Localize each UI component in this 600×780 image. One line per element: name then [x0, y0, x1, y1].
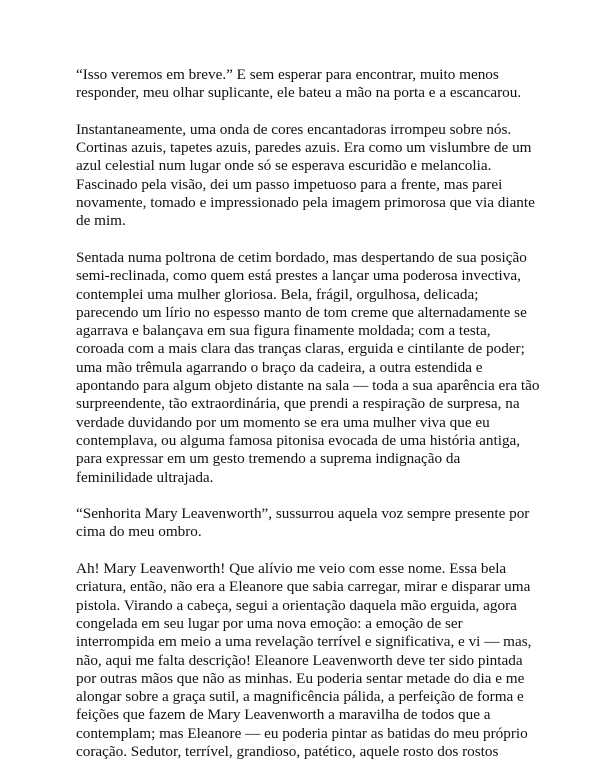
- text-line: “Isso veremos em breve.” E sem esperar para encontrar, muito menos: [76, 66, 499, 83]
- text-line: feições que fazem de Mary Leavenworth a maravilha de todos que a: [76, 706, 491, 724]
- text-line: Fascinado pela visão, dei um passo impetuoso para a frente, mas parei: [76, 175, 503, 193]
- text-line: responder, meu olhar suplicante, ele bateu a mão na porta e a escancarou.: [76, 84, 522, 102]
- text-line: surpreendente, tão extraordinária, que prendi a respiração de surpresa, na: [76, 395, 520, 413]
- text-line: por outras mãos que não as minhas. Eu poderia sentar metade do dia e me: [76, 669, 525, 687]
- text-line: congelada em seu lugar por uma nova emoção: a emoção de ser: [76, 614, 463, 632]
- text-line: interrompida em meio a uma revelação terrível e significativa, e vi — mas,: [76, 633, 532, 651]
- paragraph: [76, 505, 531, 542]
- text-line: feminilidade ultrajada.: [76, 468, 214, 486]
- text-line: Sentada numa poltrona de cetim bordado, mas despertando de sua posição: [76, 248, 527, 266]
- paragraph: [76, 66, 531, 103]
- text-line: “Senhorita Mary Leavenworth”, sussurrou aquela voz sempre presente por: [76, 505, 530, 523]
- text-line: para expressar em um gesto tremendo a suprema indignação da: [76, 450, 461, 468]
- text-line: alongar sobre a graça sutil, a magnificência pálida, a perfeição de forma e: [76, 688, 524, 706]
- text-line: novamente, tomado e impressionado pela imagem primorosa que via diante: [76, 194, 535, 212]
- text-line: criatura, então, não era a Eleanore que sabia carregar, mirar e disparar uma: [76, 578, 531, 596]
- text-line: apontando para algum objeto distante na sala — toda a sua aparência era tão: [76, 377, 540, 395]
- text-line: Instantaneamente, uma onda de cores encantadoras irrompeu sobre nós.: [76, 120, 512, 138]
- text-line: contemplam; mas Eleanore — eu poderia pintar as batidas do meu próprio: [76, 724, 528, 742]
- text-line: parecendo um lírio no espesso manto de tom creme que alternadamente se: [76, 303, 527, 321]
- text-line: coração. Sedutor, terrível, grandioso, patético, aquele rosto dos rostos: [76, 742, 499, 760]
- text-line: uma mão trêmula agarrando o braço da cadeira, a outra estendida e: [76, 358, 483, 376]
- text-line: pistola. Virando a cabeça, segui a orientação daquela mão erguida, agora: [76, 596, 517, 614]
- text-line: contemplei uma mulher gloriosa. Bela, frágil, orgulhosa, delicada;: [76, 285, 479, 303]
- text-line: de mim.: [76, 212, 126, 230]
- text-line: agarrava e balançava em sua figura finamente moldada; com a testa,: [76, 322, 491, 340]
- text-line: Cortinas azuis, tapetes azuis, paredes azuis. Era como um vislumbre de um: [76, 139, 532, 157]
- text-line: não, aqui me falta descrição! Eleanore Leavenworth deve ter sido pintada: [76, 651, 523, 669]
- text-line: semi-reclinada, como quem está prestes a lançar uma poderosa invectiva,: [76, 267, 521, 285]
- paragraph: [76, 560, 531, 761]
- paragraph: [76, 248, 540, 487]
- text-line: Ah! Mary Leavenworth! Que alívio me veio com esse nome. Essa bela: [76, 560, 507, 578]
- text-line: contemplava, ou alguma famosa pitonisa evocada de uma história antiga,: [76, 431, 521, 449]
- text-line: coroada com a mais clara das tranças claras, erguida e cintilante de poder;: [76, 340, 525, 358]
- document-page: [76, 66, 540, 780]
- paragraph: [76, 120, 535, 231]
- text-line: cima do meu ombro.: [76, 523, 202, 541]
- text-line: verdade duvidando por um momento se era uma mulher viva que eu: [76, 413, 490, 431]
- text-line: azul celestial num lugar onde só se esperava escuridão e melancolia.: [76, 157, 492, 175]
